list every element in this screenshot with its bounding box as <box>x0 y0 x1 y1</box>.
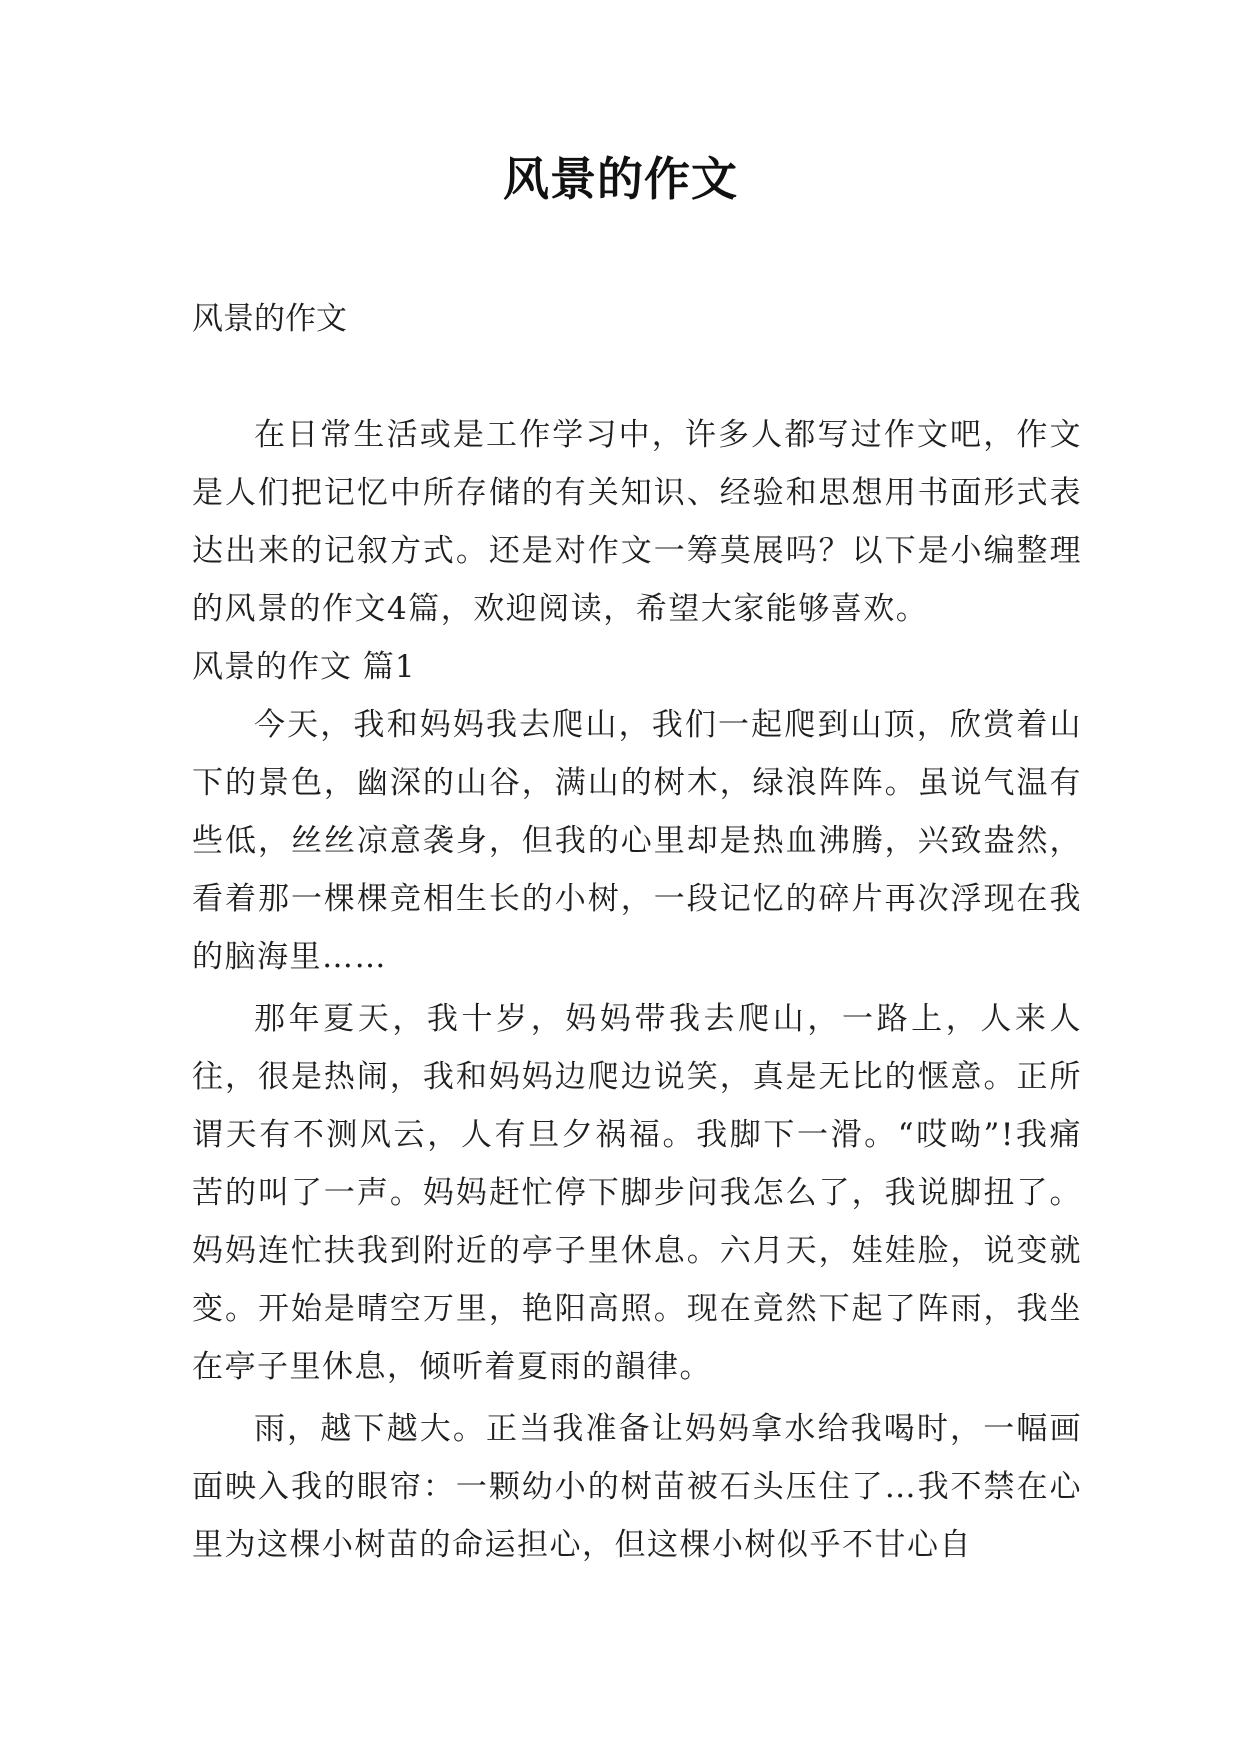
body-paragraph-2: 那年夏天，我十岁，妈妈带我去爬山，一路上，人来人往，很是热闹，我和妈妈边爬边说笑，真是无比的惬意。正所谓天有不测风云，人有旦夕祸福。我脚下一滑。“哎呦”!我痛苦的叫了一声。妈妈赶忙停下脚步问我怎么了，我说脚扭了。妈妈连忙扶我到附近的亭子里休息。六月天，娃娃脸，说变就变。开始是晴空万里，艳阳高照。现在竟然下起了阵雨，我坐在亭子里休息，倾听着夏雨的韻律。 <box>192 1001 1082 1385</box>
intro-paragraph: 在日常生活或是工作学习中，许多人都写过作文吧，作文是人们把记忆中所存储的有关知识、经验和思想用书面形式表达出来的记叙方式。还是对作文一筹莫展吗？以下是小编整理的风景的作文4篇，欢迎阅读，希望大家能够喜欢。 <box>192 417 1082 627</box>
body-paragraph-3: 雨，越下越大。正当我准备让妈妈拿水给我喝时，一幅画面映入我的眼帘：一颗幼小的树苗被石头压住了…我不禁在心里为这棵小树苗的命运担心，但这棵小树似乎不甘心自 <box>192 1411 1082 1563</box>
document-body <box>192 290 1082 1574</box>
document-title: 风景的作文 <box>503 152 738 206</box>
section-heading: 风景的作文 篇1 <box>192 649 416 685</box>
body-paragraph-1: 今天，我和妈妈我去爬山，我们一起爬到山顶，欣赏着山下的景色，幽深的山谷，满山的树木，绿浪阵阵。虽说气温有些低，丝丝凉意袭身，但我的心里却是热血沸腾，兴致盎然，看着那一棵棵竞相生长的小树，一段记忆的碎片再次浮现在我的脑海里…… <box>192 707 1082 975</box>
document-subtitle: 风景的作文 <box>192 301 347 337</box>
